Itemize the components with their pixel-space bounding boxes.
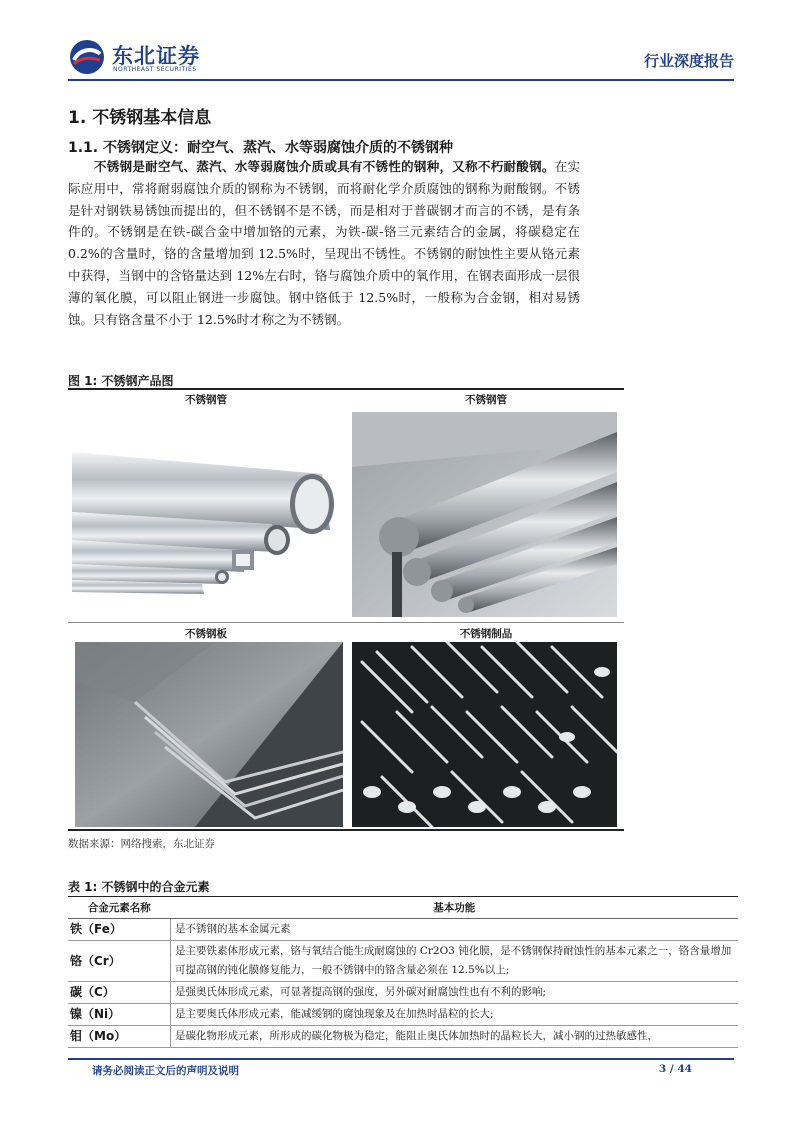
column-header-element: 合金元素名称 [68,897,171,919]
element-name: 碳（C） [68,982,171,1004]
figure-bottom-rule [68,829,624,831]
steel-pipes-illustration [72,412,344,617]
element-function: 是不锈钢的基本金属元素 [171,919,739,941]
steel-cutlery-illustration [352,642,617,827]
table-row [68,919,738,941]
body-paragraph [68,156,580,330]
subsection-heading: 1.1. 不锈钢定义：耐空气、蒸汽、水等弱腐蚀介质的不锈钢种 [68,140,453,156]
figure-top-rule [68,388,624,390]
page-header [68,36,734,78]
table-title: 表 1: 不锈钢中的合金元素 [68,880,210,894]
caption-steel-plate: 不锈钢板 [185,628,227,640]
alloy-elements-table [68,896,738,1048]
section-heading: 1. 不锈钢基本信息 [68,108,212,128]
figure-title: 图 1: 不锈钢产品图 [68,374,174,388]
caption-steel-pipe-1: 不锈钢管 [185,394,227,406]
element-name: 铬（Cr） [68,941,171,982]
table-row [68,1004,738,1026]
element-function: 是碳化物形成元素，所形成的碳化物极为稳定，能阻止奥氏体加热时的晶粒长大，减小钢的过热敏感性， [171,1026,739,1048]
photo-steel-plates [75,642,343,827]
photo-steel-cutlery [352,642,617,827]
steel-plates-illustration [75,642,343,827]
table-row [68,1026,738,1048]
element-name: 钼（Mo） [68,1026,171,1048]
report-type-label: 行业深度报告 [643,52,734,70]
logo-text-en: NORTHEAST SECURITIES [113,66,197,73]
element-function: 是主要奥氏体形成元素，能减缓钢的腐蚀现象及在加热时晶粒的长大; [171,1004,739,1026]
element-function: 是强奥氏体形成元素，可显著提高钢的强度，另外碳对耐腐蚀性也有不利的影响; [171,982,739,1004]
company-logo [68,38,228,76]
footer-disclaimer: 请务必阅读正文后的声明及说明 [92,1065,239,1077]
logo-mark-icon [68,38,106,76]
page-number: 3 / 44 [658,1063,692,1075]
table-header-row [68,897,738,919]
element-name: 铁（Fe） [68,919,171,941]
steel-rods-illustration [352,412,617,617]
caption-steel-pipe-2: 不锈钢管 [465,394,507,406]
table-row [68,982,738,1004]
header-divider [68,79,734,81]
paragraph-lead: 不锈钢是耐空气、蒸汽、水等弱腐蚀介质或具有不锈性的钢种，又称不朽耐酸钢。 [94,159,555,174]
footer-divider [68,1058,734,1060]
table-row [68,941,738,982]
element-name: 镍（Ni） [68,1004,171,1026]
logo-text-cn: 东北证券 [112,44,200,68]
paragraph-body: 在实际应用中，常将耐弱腐蚀介质的钢称为不锈钢，而将耐化学介质腐蚀的钢称为耐酸钢。不锈是针对钢铁易锈蚀而提出的，但不锈钢不是不锈，而是相对于普碳钢才而言的不锈，是有条件的。不锈钢是在铁-碳合金中增加铬的元素，为铁-碳-铬三元素结合的金属，将碳稳定在 0.2%的含量时，铬的含量增加到 12.5%时，呈现出不锈性。不锈钢的耐蚀性主要从铬元素中获得，当钢中的含铬量达到 12%左右时，铬与腐蚀介质中的氧作用，在钢表面形成一层很薄的氧化膜，可以阻止钢进一步腐蚀。钢中铬低于 12.5%时，一般称为合金钢，相对易锈蚀。只有铬含量不小于 12.5%时才称之为不锈钢。 [68,159,580,327]
element-function: 是主要铁素体形成元素，铬与氧结合能生成耐腐蚀的 Cr2O3 钝化膜，是不锈钢保持耐蚀性的基本元素之一，铬含量增加可提高钢的钝化膜修复能力，一般不锈钢中的铬含量必须在 12.5%以上; [171,941,739,982]
figure-source: 数据来源：网络搜索，东北证券 [68,838,215,850]
photo-steel-rods [352,412,617,617]
figure-row-divider [68,622,624,623]
caption-steel-products: 不锈钢制品 [459,628,513,640]
column-header-function: 基本功能 [171,897,739,919]
photo-steel-pipes [72,412,344,617]
